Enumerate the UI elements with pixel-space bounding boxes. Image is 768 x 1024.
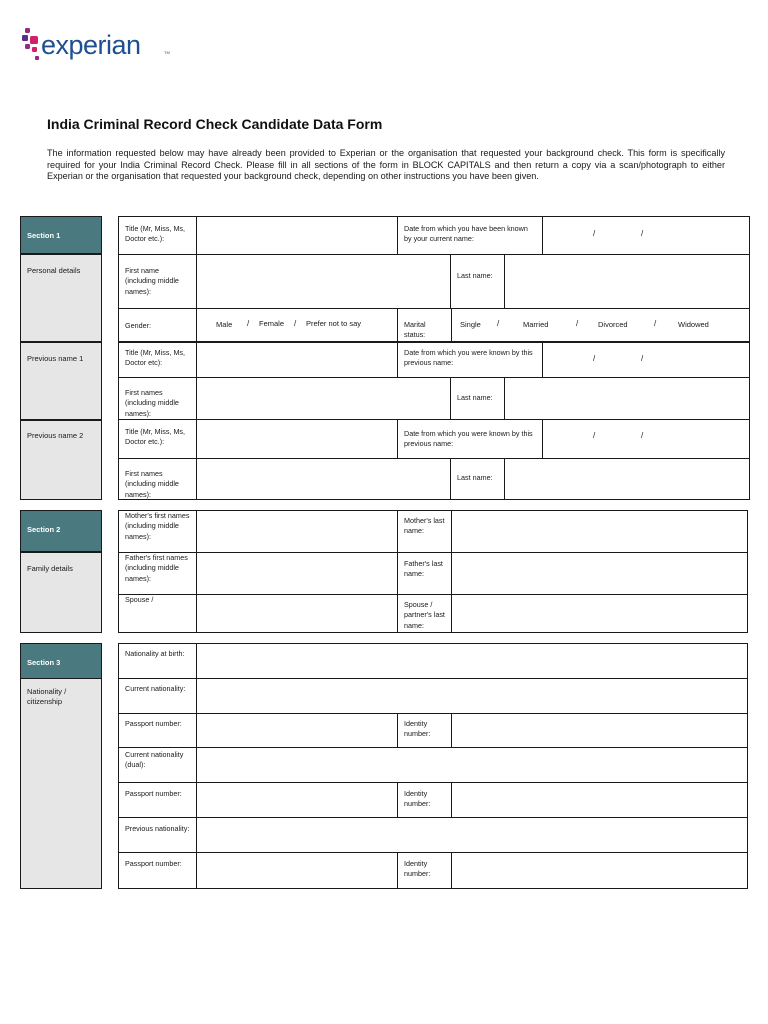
- marital-status-label: Marital status:: [397, 308, 452, 342]
- previous-name-1-date-label: Date from which you were known by this previous name:: [397, 342, 543, 378]
- passport-number-label: Passport number:: [118, 713, 197, 748]
- identity-number-label: Identity number:: [397, 713, 452, 748]
- nationality-at-birth-field[interactable]: [196, 643, 748, 679]
- logo-wordmark: experian: [41, 30, 141, 60]
- marital-option-divorced[interactable]: Divorced: [598, 320, 628, 329]
- previous-name-1-first-names-label: First names (including middle names):: [118, 377, 197, 420]
- nationality-citizenship-label: Nationality / citizenship: [27, 687, 67, 706]
- title-label: Title (Mr, Miss, Ms, Doctor etc.):: [118, 216, 197, 255]
- option-separator: /: [576, 319, 579, 328]
- date-current-name-field[interactable]: [542, 216, 750, 255]
- father-last-name-label: Father's last name:: [397, 552, 452, 595]
- passport-number-field[interactable]: [196, 713, 398, 748]
- mother-last-name-field[interactable]: [451, 510, 748, 553]
- date-separator: /: [641, 354, 644, 363]
- marital-option-widowed[interactable]: Widowed: [678, 320, 709, 329]
- family-details-label: Family details: [27, 564, 73, 573]
- passport-number-dual-label: Passport number:: [118, 782, 197, 818]
- first-name-label: First name (including middle names):: [118, 254, 197, 309]
- page-title: India Criminal Record Check Candidate Data Form: [47, 116, 383, 132]
- spouse-first-names-field[interactable]: [196, 594, 398, 633]
- gender-option-prefer-not[interactable]: Prefer not to say: [306, 319, 362, 328]
- nationality-at-birth-label: Nationality at birth:: [118, 643, 197, 679]
- option-separator: /: [247, 319, 250, 328]
- previous-name-2-label: Previous name 2: [27, 431, 84, 440]
- identity-number-dual-field[interactable]: [451, 782, 748, 818]
- identity-number-dual-label: Identity number:: [397, 782, 452, 818]
- option-separator: /: [294, 319, 297, 328]
- date-separator: /: [593, 229, 596, 238]
- father-first-names-field[interactable]: [196, 552, 398, 595]
- previous-nationality-field[interactable]: [196, 817, 748, 853]
- marital-option-single[interactable]: Single: [460, 320, 481, 329]
- logo-trademark: TM: [164, 50, 170, 55]
- date-separator: /: [593, 431, 596, 440]
- spouse-label: Spouse /: [118, 594, 197, 633]
- mother-first-names-label: Mother's first names (including middle names):: [118, 510, 197, 553]
- current-nationality-dual-label: Current nationality (dual):: [118, 747, 197, 783]
- date-separator: /: [641, 229, 644, 238]
- gender-option-male[interactable]: Male: [216, 320, 233, 329]
- previous-name-1-last-name-label: Last name:: [450, 377, 505, 420]
- spouse-last-name-label: Spouse / partner's last name:: [397, 594, 452, 633]
- previous-name-1-date-field[interactable]: [542, 342, 750, 378]
- father-last-name-field[interactable]: [451, 552, 748, 595]
- previous-name-2-last-name-field[interactable]: [504, 458, 750, 500]
- intro-paragraph: The information requested below may have already been provided to Experian or the organisation that requested your background check. This form is specifically required for your India Criminal Record Check. Please fill in all sections of the form in BLOCK CAPITALS and then return a copy via a scan/photograph to either Experian or the organisation that requested your background check, depending on other instructions you have been given.: [47, 148, 725, 182]
- previous-name-2-title-field[interactable]: [196, 419, 398, 459]
- personal-details-label: Personal details: [27, 266, 81, 275]
- previous-name-1-title-label: Title (Mr, Miss, Ms, Doctor etc):: [118, 342, 197, 378]
- section-3-nationality-sidebar: [20, 678, 102, 889]
- marital-option-married[interactable]: Married: [523, 320, 549, 329]
- current-nationality-field[interactable]: [196, 678, 748, 714]
- previous-nationality-label: Previous nationality:: [118, 817, 197, 853]
- gender-option-female[interactable]: Female: [259, 319, 285, 328]
- current-nationality-dual-field[interactable]: [196, 747, 748, 783]
- previous-name-2-date-field[interactable]: [542, 419, 750, 459]
- logo-dots-icon: [22, 28, 42, 64]
- previous-name-2-date-label: Date from which you were known by this previous name:: [397, 419, 543, 459]
- gender-label: Gender:: [118, 308, 197, 342]
- spouse-last-name-field[interactable]: [451, 594, 748, 633]
- passport-number-previous-label: Passport number:: [118, 852, 197, 889]
- mother-first-names-field[interactable]: [196, 510, 398, 553]
- first-name-field[interactable]: [196, 254, 451, 309]
- current-nationality-label: Current nationality:: [118, 678, 197, 714]
- date-current-name-label: Date from which you have been known by your current name:: [397, 216, 543, 255]
- previous-name-2-first-names-field[interactable]: [196, 458, 451, 500]
- mother-last-name-label: Mother's last name:: [397, 510, 452, 553]
- date-separator: /: [641, 431, 644, 440]
- passport-number-previous-field[interactable]: [196, 852, 398, 889]
- last-name-label: Last name:: [450, 254, 505, 309]
- passport-number-dual-field[interactable]: [196, 782, 398, 818]
- option-separator: /: [654, 319, 657, 328]
- title-field[interactable]: [196, 216, 398, 255]
- previous-name-1-first-names-field[interactable]: [196, 377, 451, 420]
- section-1-header: Section 1: [20, 216, 102, 254]
- section-3-header: Section 3: [20, 643, 102, 679]
- identity-number-field[interactable]: [451, 713, 748, 748]
- previous-name-1-last-name-field[interactable]: [504, 377, 750, 420]
- identity-number-previous-field[interactable]: [451, 852, 748, 889]
- last-name-field[interactable]: [504, 254, 750, 309]
- date-separator: /: [593, 354, 596, 363]
- previous-name-2-title-label: Title (Mr, Miss, Ms, Doctor etc.):: [118, 419, 197, 459]
- experian-logo: [22, 28, 170, 68]
- option-separator: /: [497, 319, 500, 328]
- previous-name-1-title-field[interactable]: [196, 342, 398, 378]
- previous-name-1-label: Previous name 1: [27, 354, 84, 363]
- previous-name-2-last-name-label: Last name:: [450, 458, 505, 500]
- section-2-header: Section 2: [20, 510, 102, 552]
- identity-number-previous-label: Identity number:: [397, 852, 452, 889]
- previous-name-2-first-names-label: First names (including middle names):: [118, 458, 197, 500]
- father-first-names-label: Father's first names (including middle names):: [118, 552, 197, 595]
